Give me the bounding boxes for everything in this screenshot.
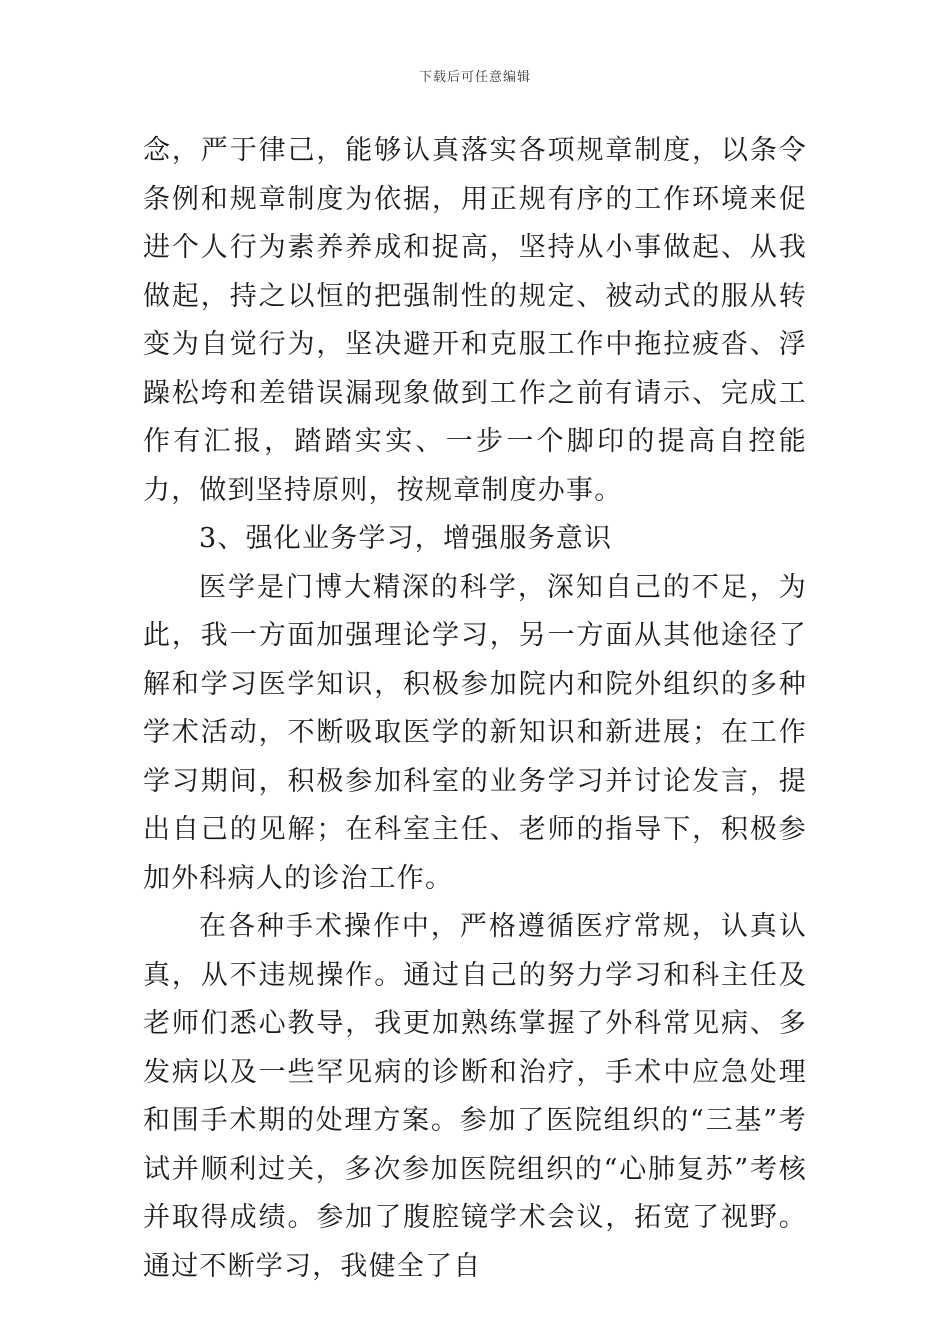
document-body (143, 127, 807, 1291)
section-heading: 3、强化业务学习，增强服务意识 (199, 523, 613, 554)
paragraph-surgery: 在各种手术操作中，严格遵循医疗常规，认真认真，从不违规操作。通过自己的努力学习和科主任及老师们悉心教导，我更加熟练掌握了外科常见病、多发病以及一些罕见病的诊断和治疗，手术中应急处理和围手术期的处理方案。参加了医院组织的“三基”考试并顺利过关，多次参加医院组织的“心肺复苏”考核并取得成绩。参加了腹腔镜学术会议，拓宽了视野。通过不断学习，我健全了自 (143, 911, 807, 1282)
page-header: 下载后可任意编辑 (418, 70, 531, 85)
paragraph-study: 医学是门博大精深的科学，深知自己的不足，为此，我一方面加强理论学习，另一方面从其他途径了解和学习医学知识，积极参加院内和院外组织的多种学术活动，不断吸取医学的新知识和新进展；在工作学习期间，积极参加科室的业务学习并讨论发言，提出自己的见解；在科室主任、老师的指导下，积极参加外科病人的诊治工作。 (143, 571, 807, 894)
paragraph-continuation: 念，严于律己，能够认真落实各项规章制度，以条令条例和规章制度为依据，用正规有序的工作环境来促进个人行为素养养成和捉高，坚持从小事做起、从我做起，持之以恒的把强制性的规定、被动式的服从转变为自觉行为，坚决避开和克服工作中拖拉疲沓、浮躁松垮和差错误漏现象做到工作之前有请示、完成工作有汇报，踏踏实实、一步一个脚印的提高自控能力，做到坚持原则，按规章制度办事。 (143, 135, 807, 506)
